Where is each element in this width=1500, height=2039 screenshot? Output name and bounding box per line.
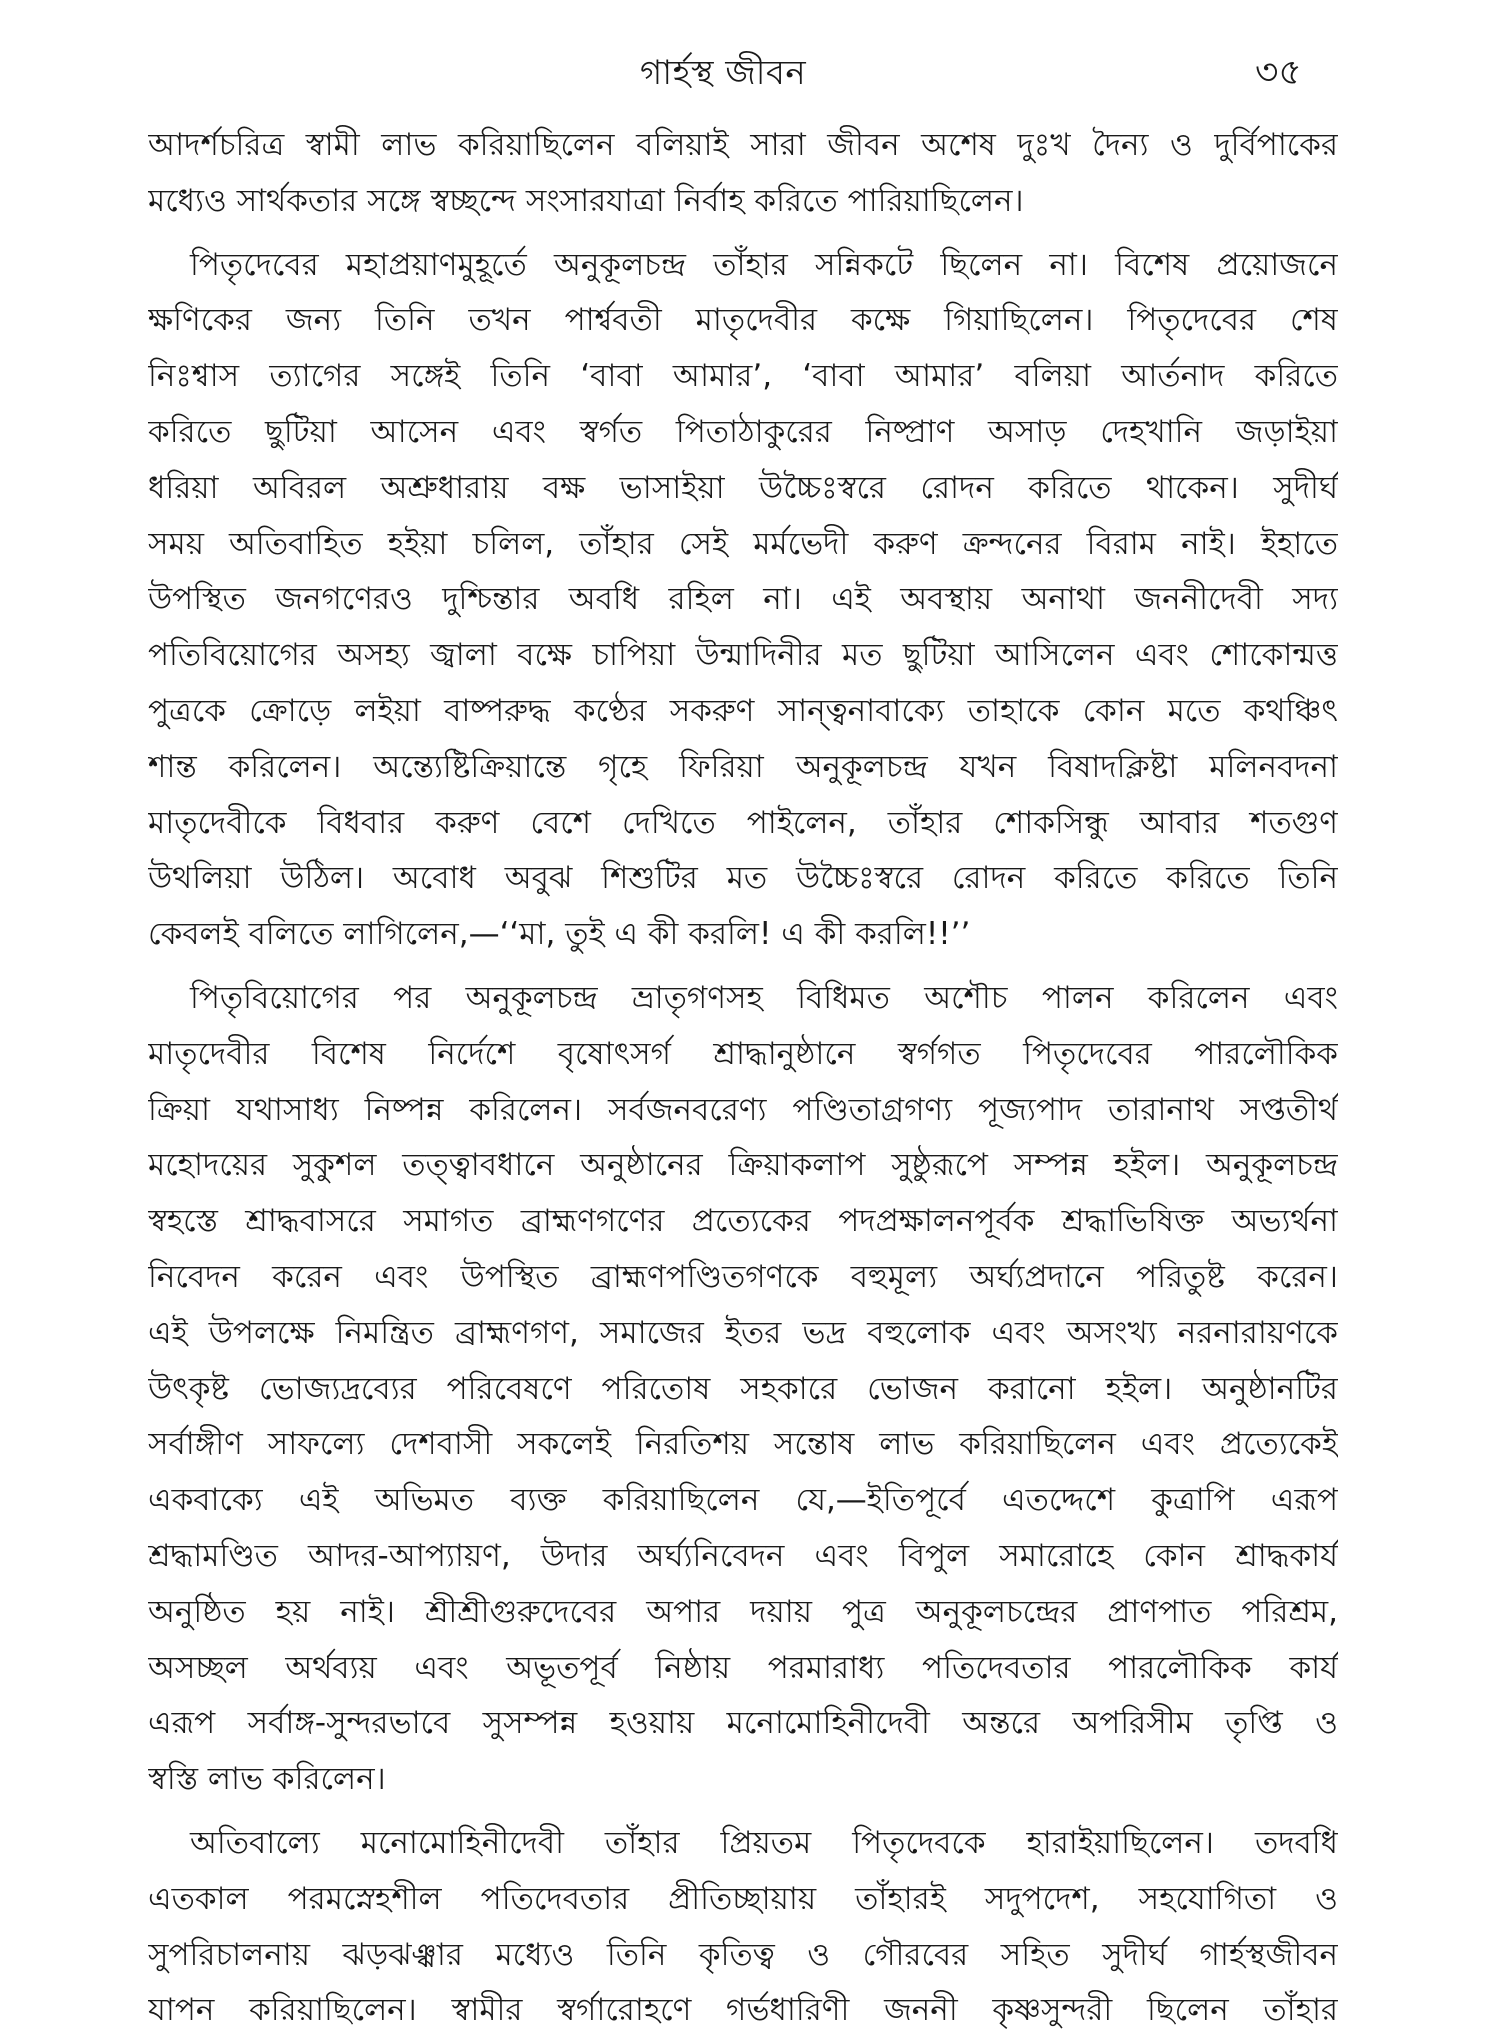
- text-line: পিতৃদেবের মহাপ্রয়াণমুহূর্তে অনুকূলচন্দ্র তাঁহার সন্নিকটে ছিলেন না। বিশেষ প্রয়োজনে: [190, 246, 1338, 283]
- page-number: ৩৫: [1255, 52, 1302, 93]
- text-line: মধ্যেও সার্থকতার সঙ্গে স্বচ্ছন্দে সংসারযাত্রা নির্বাহ করিতে পারিয়াছিলেন।: [148, 182, 1024, 219]
- text-line: ক্ষণিকের জন্য তিনি তখন পার্শ্ববতী মাতৃদেবীর কক্ষে গিয়াছিলেন। পিতৃদেবের শেষ: [148, 302, 1338, 339]
- paragraph-3: [148, 971, 1338, 1808]
- text-line: মহোদয়ের সুকুশল তত্ত্বাবধানে অনুষ্ঠানের ক্রিয়াকলাপ সুষ্ঠুরূপে সম্পন্ন হইল। অনুকূলচন্দ্র: [148, 1147, 1338, 1184]
- text-line: ক্রিয়া যথাসাধ্য নিষ্পন্ন করিলেন। সর্বজনবরেণ্য পণ্ডিতাগ্রগণ্য পূজ্যপাদ তারানাথ সপ্ততীর্থ: [148, 1091, 1338, 1128]
- text-line: স্বহস্তে শ্রাদ্ধবাসরে সমাগত ব্রাহ্মণগণের প্রত্যেকের পদপ্রক্ষালনপূর্বক শ্রদ্ধাভিষিক্ত অভ্যর্থনা: [148, 1203, 1338, 1240]
- text-line: অসচ্ছল অর্থব্যয় এবং অভূতপূর্ব নিষ্ঠায় পরমারাধ্য পতিদেবতার পারলৌকিক কার্য: [148, 1649, 1338, 1686]
- text-line: স্বস্তি লাভ করিলেন।: [148, 1761, 386, 1798]
- text-line: ধরিয়া অবিরল অশ্রুধারায় বক্ষ ভাসাইয়া উচ্চৈঃস্বরে রোদন করিতে থাকেন। সুদীর্ঘ: [148, 469, 1338, 506]
- text-line: করিতে ছুটিয়া আসেন এবং স্বর্গত পিতাঠাকুরের নিষ্প্রাণ অসাড় দেহখানি জড়াইয়া: [148, 413, 1338, 450]
- text-line: শান্ত করিলেন। অন্ত্যেষ্টিক্রিয়ান্তে গৃহে ফিরিয়া অনুকূলচন্দ্র যখন বিষাদক্লিষ্টা মলিনবদনা: [148, 748, 1338, 785]
- text-line: এই উপলক্ষে নিমন্ত্রিত ব্রাহ্মণগণ, সমাজের ইতর ভদ্র বহুলোক এবং অসংখ্য নরনারায়ণকে: [148, 1314, 1338, 1351]
- text-line: অনুষ্ঠিত হয় নাই। শ্রীশ্রীগুরুদেবের অপার দয়ায় পুত্র অনুকূলচন্দ্রের প্রাণপাত পরিশ্রম,: [148, 1593, 1338, 1630]
- paragraph-2: [148, 238, 1338, 963]
- text-line: মাতৃদেবীর বিশেষ নির্দেশে বৃষোৎসর্গ শ্রাদ্ধানুষ্ঠানে স্বর্গগত পিতৃদেবের পারলৌকিক: [148, 1035, 1338, 1072]
- text-line: যাপন করিয়াছিলেন। স্বামীর স্বর্গারোহণে গর্ভধারিণী জননী কৃষ্ণসুন্দরী ছিলেন তাঁহার: [148, 1992, 1338, 2029]
- text-line: এরূপ সর্বাঙ্গ-সুন্দরভাবে সুসম্পন্ন হওয়ায় মনোমোহিনীদেবী অন্তরে অপরিসীম তৃপ্তি ও: [148, 1705, 1338, 1742]
- text-line: পিতৃবিয়োগের পর অনুকূলচন্দ্র ভ্রাতৃগণসহ বিধিমত অশৌচ পালন করিলেন এবং: [190, 979, 1338, 1016]
- text-line: মাতৃদেবীকে বিধবার করুণ বেশে দেখিতে পাইলেন, তাঁহার শোকসিন্ধু আবার শতগুণ: [148, 804, 1338, 841]
- text-line: কেবলই বলিতে লাগিলেন,—‘‘মা, তুই এ কী করলি! এ কী করলি!!’’: [148, 916, 971, 953]
- running-header: [0, 48, 1500, 98]
- text-line: নিঃশ্বাস ত্যাগের সঙ্গেই তিনি ‘বাবা আমার’, ‘বাবা আমার’ বলিয়া আর্তনাদ করিতে: [148, 358, 1338, 395]
- paragraph-4: [148, 1816, 1338, 2039]
- text-line: আদর্শচরিত্র স্বামী লাভ করিয়াছিলেন বলিয়াই সারা জীবন অশেষ দুঃখ দৈন্য ও দুর্বিপাকের: [148, 127, 1338, 163]
- text-line: সময় অতিবাহিত হইয়া চলিল, তাঁহার সেই মর্মভেদী করুণ ক্রন্দনের বিরাম নাই। ইহাতে: [148, 525, 1338, 562]
- text-line: পুত্রকে ক্রোড়ে লইয়া বাষ্পরুদ্ধ কণ্ঠের সকরুণ সান্ত্বনাবাক্যে তাহাকে কোন মতে কথঞ্চিৎ: [148, 692, 1338, 729]
- text-line: অতিবাল্যে মনোমোহিনীদেবী তাঁহার প্রিয়তম পিতৃদেবকে হারাইয়াছিলেন। তদবধি: [190, 1824, 1338, 1861]
- text-line: পতিবিয়োগের অসহ্য জ্বালা বক্ষে চাপিয়া উন্মাদিনীর মত ছুটিয়া আসিলেন এবং শোকোন্মত্ত: [148, 637, 1338, 674]
- text-line: নিবেদন করেন এবং উপস্থিত ব্রাহ্মণপণ্ডিতগণকে বহুমূল্য অর্ঘ্যপ্রদানে পরিতুষ্ট করেন।: [148, 1258, 1338, 1295]
- text-line: একবাক্যে এই অভিমত ব্যক্ত করিয়াছিলেন যে,—ইতিপূর্বে এতদ্দেশে কুত্রাপি এরূপ: [148, 1482, 1338, 1519]
- body-text: [148, 118, 1338, 2039]
- text-line: উথলিয়া উঠিল। অবোধ অবুঝ শিশুটির মত উচ্চৈঃস্বরে রোদন করিতে করিতে তিনি: [148, 860, 1338, 897]
- chapter-title: গার্হস্থ জীবন: [640, 53, 807, 93]
- paragraph-1: [148, 118, 1338, 230]
- text-line: সর্বাঙ্গীণ সাফল্যে দেশবাসী সকলেই নিরতিশয় সন্তোষ লাভ করিয়াছিলেন এবং প্রত্যেকেই: [148, 1426, 1338, 1463]
- text-line: সুপরিচালনায় ঝড়ঝঞ্ঝার মধ্যেও তিনি কৃতিত্ব ও গৌরবের সহিত সুদীর্ঘ গার্হস্থজীবন: [148, 1936, 1338, 1973]
- text-line: এতকাল পরমস্নেহশীল পতিদেবতার প্রীতিচ্ছায়ায় তাঁহারই সদুপদেশ, সহযোগিতা ও: [148, 1880, 1338, 1917]
- text-line: উৎকৃষ্ট ভোজ্যদ্রব্যের পরিবেষণে পরিতোষ সহকারে ভোজন করানো হইল। অনুষ্ঠানটির: [148, 1370, 1338, 1407]
- text-line: উপস্থিত জনগণেরও দুশ্চিন্তার অবধি রহিল না। এই অবস্থায় অনাথা জননীদেবী সদ্য: [148, 581, 1338, 618]
- text-line: শ্রদ্ধামণ্ডিত আদর-আপ্যায়ণ, উদার অর্ঘ্যনিবেদন এবং বিপুল সমারোহে কোন শ্রাদ্ধকার্য: [148, 1537, 1338, 1574]
